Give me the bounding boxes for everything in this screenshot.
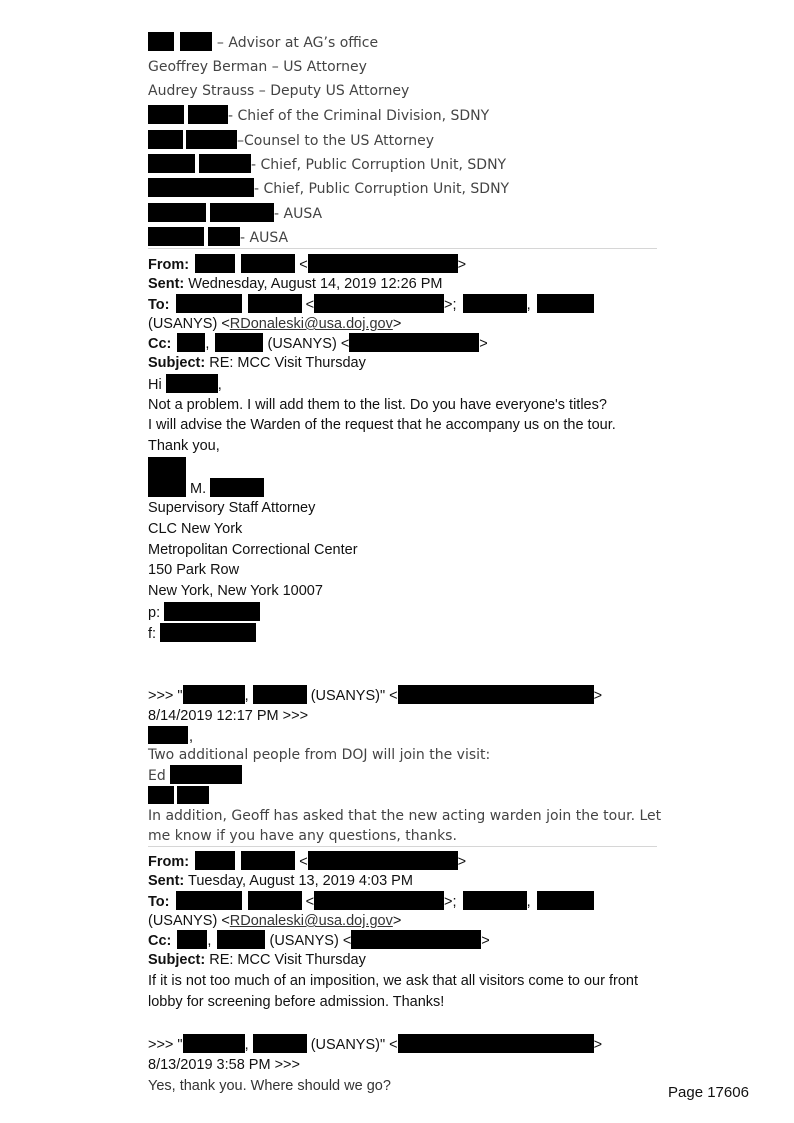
email1-closing: Thank you, (148, 438, 220, 454)
redaction-box (148, 154, 195, 173)
quote-prefix: >>> " (148, 688, 183, 704)
redaction-box (188, 105, 228, 124)
redaction-box (148, 203, 206, 222)
redaction-box (308, 254, 458, 273)
usanys-prefix: (USANYS) < (269, 933, 352, 949)
redaction-box (253, 685, 307, 704)
redaction-box (463, 891, 527, 910)
to-label: To: (148, 297, 170, 313)
comma: , (526, 297, 531, 313)
redaction-box (148, 130, 183, 149)
quote1-name-ed (148, 765, 242, 786)
sent-label: Sent: (148, 276, 185, 292)
email2-cc (148, 930, 490, 951)
quote1-body-line: In addition, Geoff has asked that the new acting warden join the tour. Let (148, 808, 662, 824)
recipient-corruption-chief-1 (148, 154, 506, 175)
redaction-box (148, 105, 184, 124)
redaction-box (183, 685, 245, 704)
recipient-title: - Chief of the Criminal Division, SDNY (228, 108, 490, 124)
signature-facility: Metropolitan Correctional Center (148, 542, 358, 558)
header-separator (148, 846, 657, 847)
comma: , (207, 933, 212, 949)
quote1-body-line: me know if you have any questions, thanks. (148, 828, 457, 844)
email2-subject (148, 950, 366, 970)
page-number: Page 17606 (668, 1084, 749, 1101)
to-label: To: (148, 894, 170, 910)
signature-fax (148, 623, 256, 644)
redaction-box (215, 333, 263, 352)
redaction-box (186, 130, 237, 149)
bracket: < (305, 297, 315, 313)
cc-label: Cc: (148, 336, 172, 352)
redaction-box (195, 851, 235, 870)
redaction-box (183, 1034, 245, 1053)
quote1-header (148, 685, 602, 706)
quote2-partial-line: Yes, thank you. Where should we go? (148, 1078, 391, 1094)
redaction-box (164, 602, 260, 621)
email2-to (148, 891, 594, 912)
redaction-box (177, 930, 207, 949)
subject-value: RE: MCC Visit Thursday (209, 952, 366, 968)
email1-body-line: Not a problem. I will add them to the list. Do you have everyone's titles? (148, 397, 607, 413)
usanys-prefix: (USANYS)" < (310, 688, 398, 704)
redaction-box (208, 227, 240, 246)
separator-text: >; (444, 894, 457, 910)
comma: , (205, 336, 210, 352)
greeting-text: Hi (148, 377, 162, 393)
quote1-date: 8/14/2019 12:17 PM >>> (148, 708, 309, 724)
email2-body-line: lobby for screening before admission. Thanks! (148, 994, 445, 1010)
usanys-prefix: (USANYS) < (267, 336, 350, 352)
bracket: > (593, 1037, 603, 1053)
subject-label: Subject: (148, 355, 206, 371)
comma: , (217, 377, 222, 393)
redaction-box (199, 154, 251, 173)
fax-label: f: (148, 626, 157, 642)
phone-label: p: (148, 605, 161, 621)
redaction-box (148, 726, 188, 744)
recipient-criminal-chief (148, 105, 489, 126)
redaction-box (463, 294, 527, 313)
recipient-counsel (148, 130, 434, 151)
redaction-box (148, 457, 186, 478)
usanys-prefix: (USANYS) < (148, 316, 230, 332)
redaction-box (314, 294, 444, 313)
sent-value: Wednesday, August 14, 2019 12:26 PM (188, 276, 443, 292)
from-label: From: (148, 854, 190, 870)
recipient-title: - Chief, Public Corruption Unit, SDNY (251, 157, 507, 173)
header-separator (148, 248, 657, 249)
redaction-box (148, 32, 174, 51)
redaction-box (177, 333, 205, 352)
sent-label: Sent: (148, 873, 185, 889)
recipient-corruption-chief-2 (148, 178, 509, 199)
redaction-box (217, 930, 265, 949)
middle-initial: M. (190, 481, 207, 497)
recipient-ausa-1 (148, 203, 322, 224)
comma: , (526, 894, 531, 910)
bracket: > (593, 688, 603, 704)
redaction-box (248, 891, 302, 910)
email1-to-cont (148, 314, 401, 334)
usanys-prefix: (USANYS) < (148, 913, 230, 929)
recipient-title: - AUSA (240, 230, 289, 246)
email1-greeting (148, 374, 222, 395)
bracket: > (481, 933, 490, 949)
quote1-comma: , (189, 729, 194, 745)
redaction-box (398, 685, 594, 704)
email1-signature-name (148, 478, 264, 499)
recipient-strauss: Audrey Strauss – Deputy US Attorney (148, 83, 410, 99)
redaction-box (210, 203, 274, 222)
redaction-box (148, 178, 254, 197)
email1-subject (148, 353, 366, 373)
redaction-box (351, 930, 481, 949)
quote2-partial-clip (148, 1076, 548, 1094)
redaction-box (314, 891, 444, 910)
signature-street: 150 Park Row (148, 562, 240, 578)
recipient-title: –Counsel to the US Attorney (237, 133, 435, 149)
redaction-box (148, 786, 174, 804)
name-text: Ed (148, 768, 166, 784)
recipient-title: - Chief, Public Corruption Unit, SDNY (254, 181, 510, 197)
redaction-box (160, 623, 256, 642)
redaction-box (537, 891, 594, 910)
comma: , (244, 688, 249, 704)
email-link[interactable]: RDonaleski@usa.doj.gov (229, 913, 393, 929)
bracket: > (457, 854, 467, 870)
email1-from (148, 254, 466, 275)
bracket: < (299, 257, 308, 273)
redaction-box (170, 765, 242, 784)
recipient-title: - AUSA (274, 206, 323, 222)
usanys-prefix: (USANYS)" < (310, 1037, 398, 1053)
email1-to (148, 294, 594, 315)
email1-body-line: I will advise the Warden of the request that he accompany us on the tour. (148, 417, 616, 433)
redaction-box (248, 294, 302, 313)
subject-value: RE: MCC Visit Thursday (209, 355, 366, 371)
redaction-box (195, 254, 235, 273)
sent-value: Tuesday, August 13, 2019 4:03 PM (188, 873, 413, 889)
cc-label: Cc: (148, 933, 172, 949)
separator-text: >; (444, 297, 457, 313)
quote-prefix: >>> " (148, 1037, 183, 1053)
signature-title: Supervisory Staff Attorney (148, 500, 316, 516)
bracket: < (305, 894, 315, 910)
redaction-box (308, 851, 458, 870)
redaction-box (537, 294, 594, 313)
email1-cc (148, 333, 488, 354)
email2-body-line: If it is not too much of an imposition, we ask that all visitors come to our front (148, 973, 638, 989)
redaction-box (398, 1034, 594, 1053)
signature-city: New York, New York 10007 (148, 583, 323, 599)
email2-to-cont (148, 911, 401, 931)
recipient-ausa-2 (148, 227, 288, 248)
quote2-header (148, 1034, 602, 1055)
redaction-box (349, 333, 479, 352)
bracket: < (299, 854, 308, 870)
redaction-box (166, 374, 218, 393)
redaction-box (176, 891, 242, 910)
redaction-box (241, 254, 295, 273)
email-link[interactable]: RDonaleski@usa.doj.gov (229, 316, 393, 332)
recipient-advisor (148, 32, 378, 53)
recipient-title: – Advisor at AG’s office (216, 35, 379, 51)
quote1-body-line: Two additional people from DOJ will join the visit: (148, 747, 491, 763)
signature-org: CLC New York (148, 521, 243, 537)
redaction-box (180, 32, 212, 51)
email2-from (148, 851, 466, 872)
redaction-box (176, 294, 242, 313)
bracket: > (457, 257, 467, 273)
subject-label: Subject: (148, 952, 206, 968)
email1-sent (148, 274, 442, 294)
bracket: > (392, 316, 402, 332)
quote2-date: 8/13/2019 3:58 PM >>> (148, 1057, 300, 1073)
redaction-box (241, 851, 295, 870)
redaction-box (177, 786, 209, 804)
from-label: From: (148, 257, 190, 273)
redaction-box (253, 1034, 307, 1053)
email2-sent (148, 871, 413, 891)
bracket: > (392, 913, 402, 929)
redaction-box (210, 478, 264, 497)
redaction-box (148, 478, 186, 497)
recipient-berman: Geoffrey Berman – US Attorney (148, 59, 367, 75)
signature-phone (148, 602, 260, 623)
bracket: > (479, 336, 488, 352)
redaction-box (148, 227, 204, 246)
comma: , (244, 1037, 249, 1053)
